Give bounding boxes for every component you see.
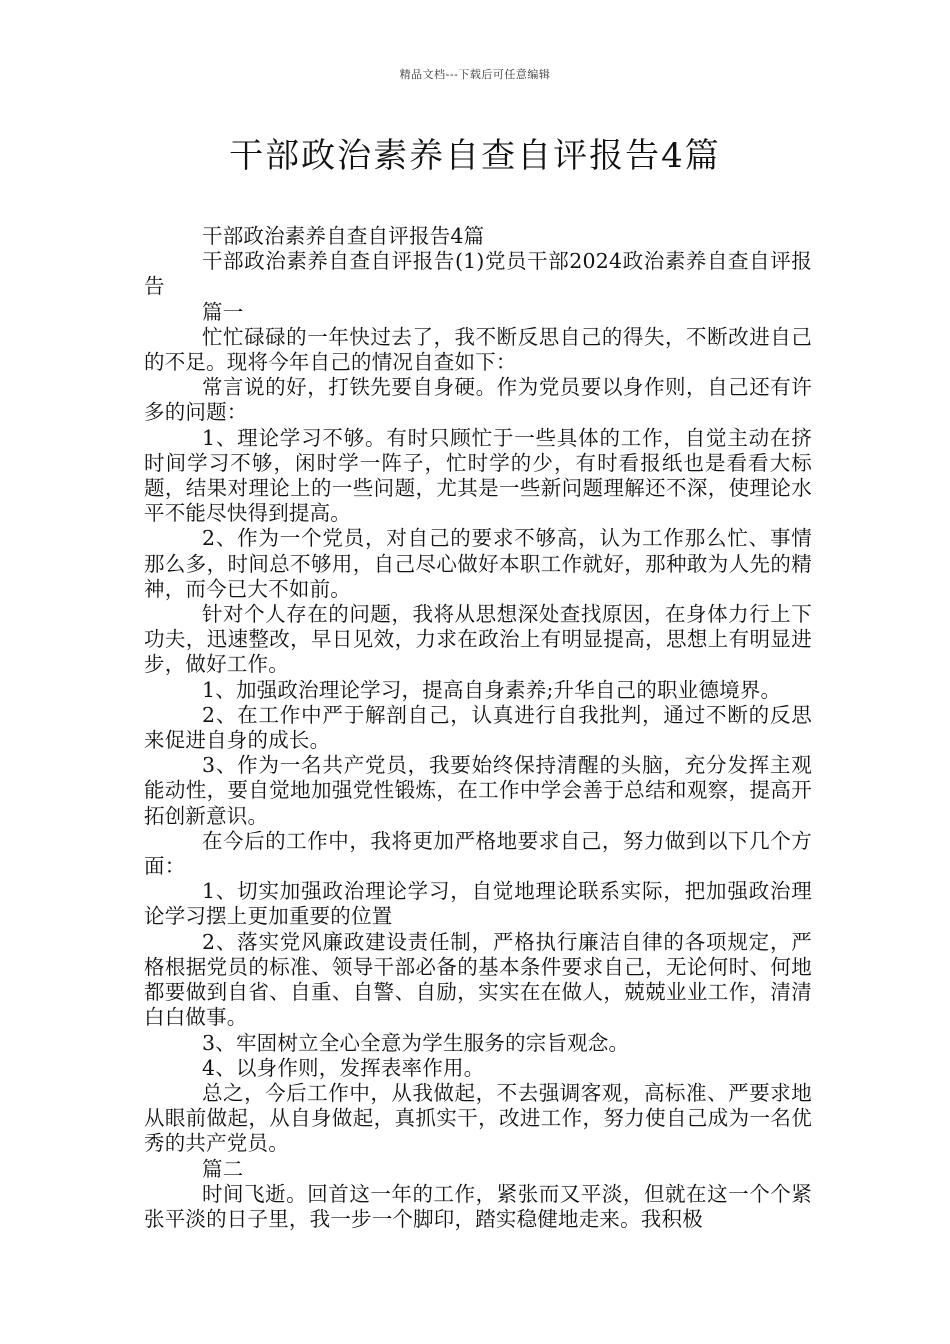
paragraph: 总之，今后工作中，从我做起，不去强调客观，高标准、严要求地从眼前做起，从自身做起，真抓实干，改进工作，努力使自己成为一名优秀的共产党员。 — [144, 1080, 812, 1156]
list-item: 3、牢固树立全心全意为学生服务的宗旨观念。 — [202, 1030, 630, 1055]
list-item: 2、在工作中严于解剖自己，认真进行自我批判，通过不断的反思来促进自身的成长。 — [144, 702, 812, 753]
list-item: 2、落实党风廉政建设责任制，严格执行廉洁自律的各项规定，严格根据党员的标准、领导干部必备的基本条件要求自己，无论何时、何地都要做到自省、自重、自警、自励，实实在在做人，兢兢业业工作，清清白白做事。 — [144, 929, 812, 1030]
paragraph: 干部政治素养自查自评报告(1)党员干部2024政治素养自查自评报告 — [144, 249, 812, 299]
list-item: 1、切实加强政治理论学习，自觉地理论联系实际，把加强政治理论学习摆上更加重要的位置 — [144, 879, 812, 929]
list-item: 1、加强政治理论学习，提高自身素养;升华自己的职业德境界。 — [202, 677, 782, 702]
section-heading: 篇二 — [202, 1156, 244, 1181]
paragraph: 时间飞逝。回首这一年的工作，紧张而又平淡，但就在这一个个紧张平淡的日子里，我一步一个脚印，踏实稳健地走来。我积极 — [144, 1181, 812, 1231]
document-title: 干部政治素养自查自评报告4篇 — [229, 136, 721, 176]
header-note: 精品文档---下载后可任意编辑 — [399, 68, 551, 81]
list-item: 2、作为一个党员，对自己的要求不够高，认为工作那么忙、事情那么多，时间总不够用，自己尽心做好本职工作就好，那种敢为人先的精神，而今已大不如前。 — [144, 526, 812, 601]
document-body — [144, 224, 812, 1232]
paragraph: 针对个人存在的问题，我将从思想深处查找原因，在身体力行上下功夫，迅速整改，早日见效，力求在政治上有明显提高，思想上有明显进步，做好工作。 — [144, 602, 812, 677]
paragraph: 干部政治素养自查自评报告4篇 — [202, 224, 485, 248]
paragraph: 在今后的工作中，我将更加严格地要求自己，努力做到以下几个方面： — [144, 828, 812, 879]
paragraph: 忙忙碌碌的一年快过去了，我不断反思自己的得失，不断改进自己的不足。现将今年自己的情况自查如下： — [144, 324, 812, 375]
paragraph: 常言说的好，打铁先要自身硬。作为党员要以身作则，自己还有许多的问题： — [144, 375, 812, 425]
list-item: 4、以身作则，发挥表率作用。 — [202, 1055, 485, 1080]
list-item: 1、理论学习不够。有时只顾忙于一些具体的工作，自觉主动在挤时间学习不够，闲时学一阵子，忙时学的少，有时看报纸也是看看大标题，结果对理论上的一些问题，尤其是一些新问题理解还不深，使理论水平不能尽快得到提高。 — [144, 425, 812, 526]
list-item: 3、作为一名共产党员，我要始终保持清醒的头脑，充分发挥主观能动性，要自觉地加强党性锻炼，在工作中学会善于总结和观察，提高开拓创新意识。 — [144, 753, 812, 828]
section-heading: 篇一 — [202, 299, 244, 324]
